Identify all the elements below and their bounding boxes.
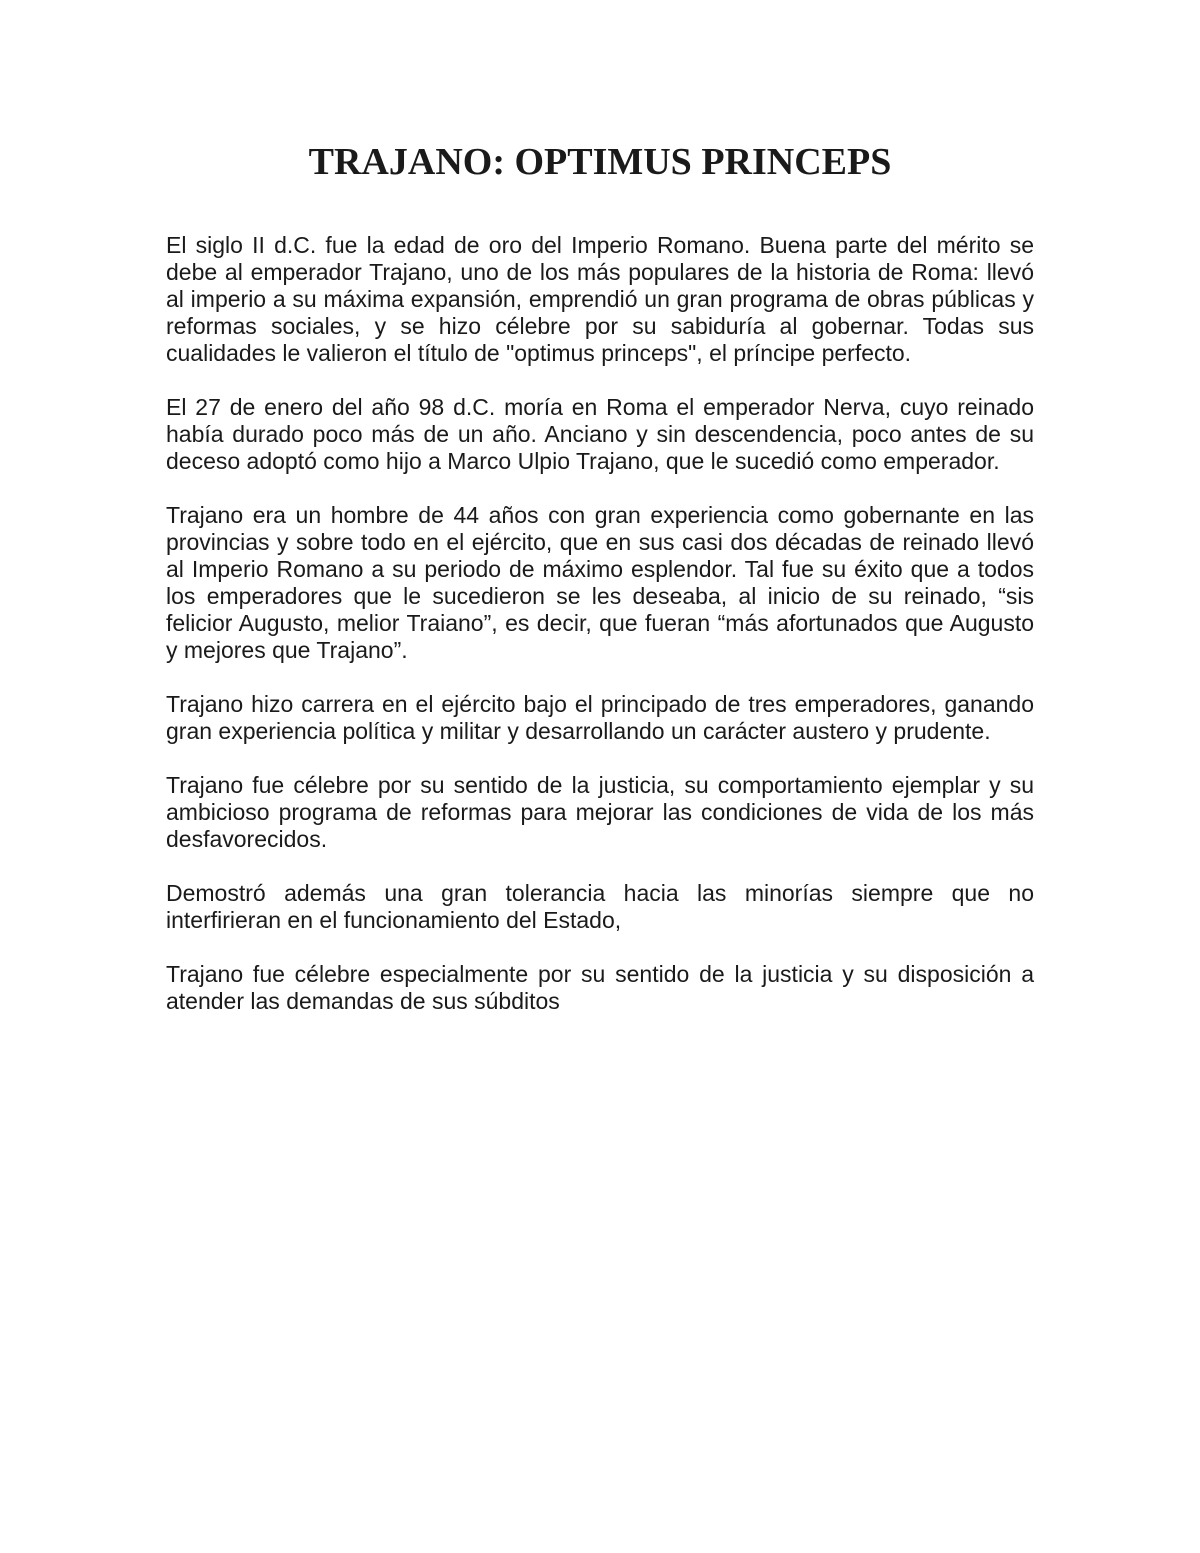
document-title: TRAJANO: OPTIMUS PRINCEPS (308, 141, 892, 183)
paragraph-carrera: Trajano hizo carrera en el ejército bajo el principado de tres emperadores, ganando gran experiencia política y militar y desarrollando un carácter austero y prudente. (166, 691, 1034, 744)
document-body (166, 232, 1034, 1042)
paragraph-siglo-ii: El siglo II d.C. fue la edad de oro del Imperio Romano. Buena parte del mérito se debe al emperador Trajano, uno de los más populares de la historia de Roma: llevó al imperio a su máxima expansión, emprendió un gran programa de obras públicas y reformas sociales, y se hizo célebre por su sabiduría al gobernar. Todas sus cualidades le valieron el título de "optimus princeps", el príncipe perfecto. (166, 232, 1034, 366)
paragraph-justicia: Trajano fue célebre por su sentido de la justicia, su comportamiento ejemplar y su ambicioso programa de reformas para mejorar las condiciones de vida de los más desfavorecidos. (166, 772, 1034, 852)
paragraph-demandas: Trajano fue célebre especialmente por su sentido de la justicia y su disposición a atender las demandas de sus súbditos (166, 961, 1034, 1014)
paragraph-tolerancia: Demostró además una gran tolerancia hacia las minorías siempre que no interfirieran en el funcionamiento del Estado, (166, 880, 1034, 933)
paragraph-experiencia: Trajano era un hombre de 44 años con gran experiencia como gobernante en las provincias y sobre todo en el ejército, que en sus casi dos décadas de reinado llevó al Imperio Romano a su periodo de máximo esplendor. Tal fue su éxito que a todos los emperadores que le sucedieron se les deseaba, al inicio de su reinado, “sis felicior Augusto, melior Traiano”, es decir, que fueran “más afortunados que Augusto y mejores que Trajano”. (166, 502, 1034, 663)
paragraph-muerte-nerva: El 27 de enero del año 98 d.C. moría en Roma el emperador Nerva, cuyo reinado había durado poco más de un año. Anciano y sin descendencia, poco antes de su deceso adoptó como hijo a Marco Ulpio Trajano, que le sucedió como emperador. (166, 394, 1034, 474)
